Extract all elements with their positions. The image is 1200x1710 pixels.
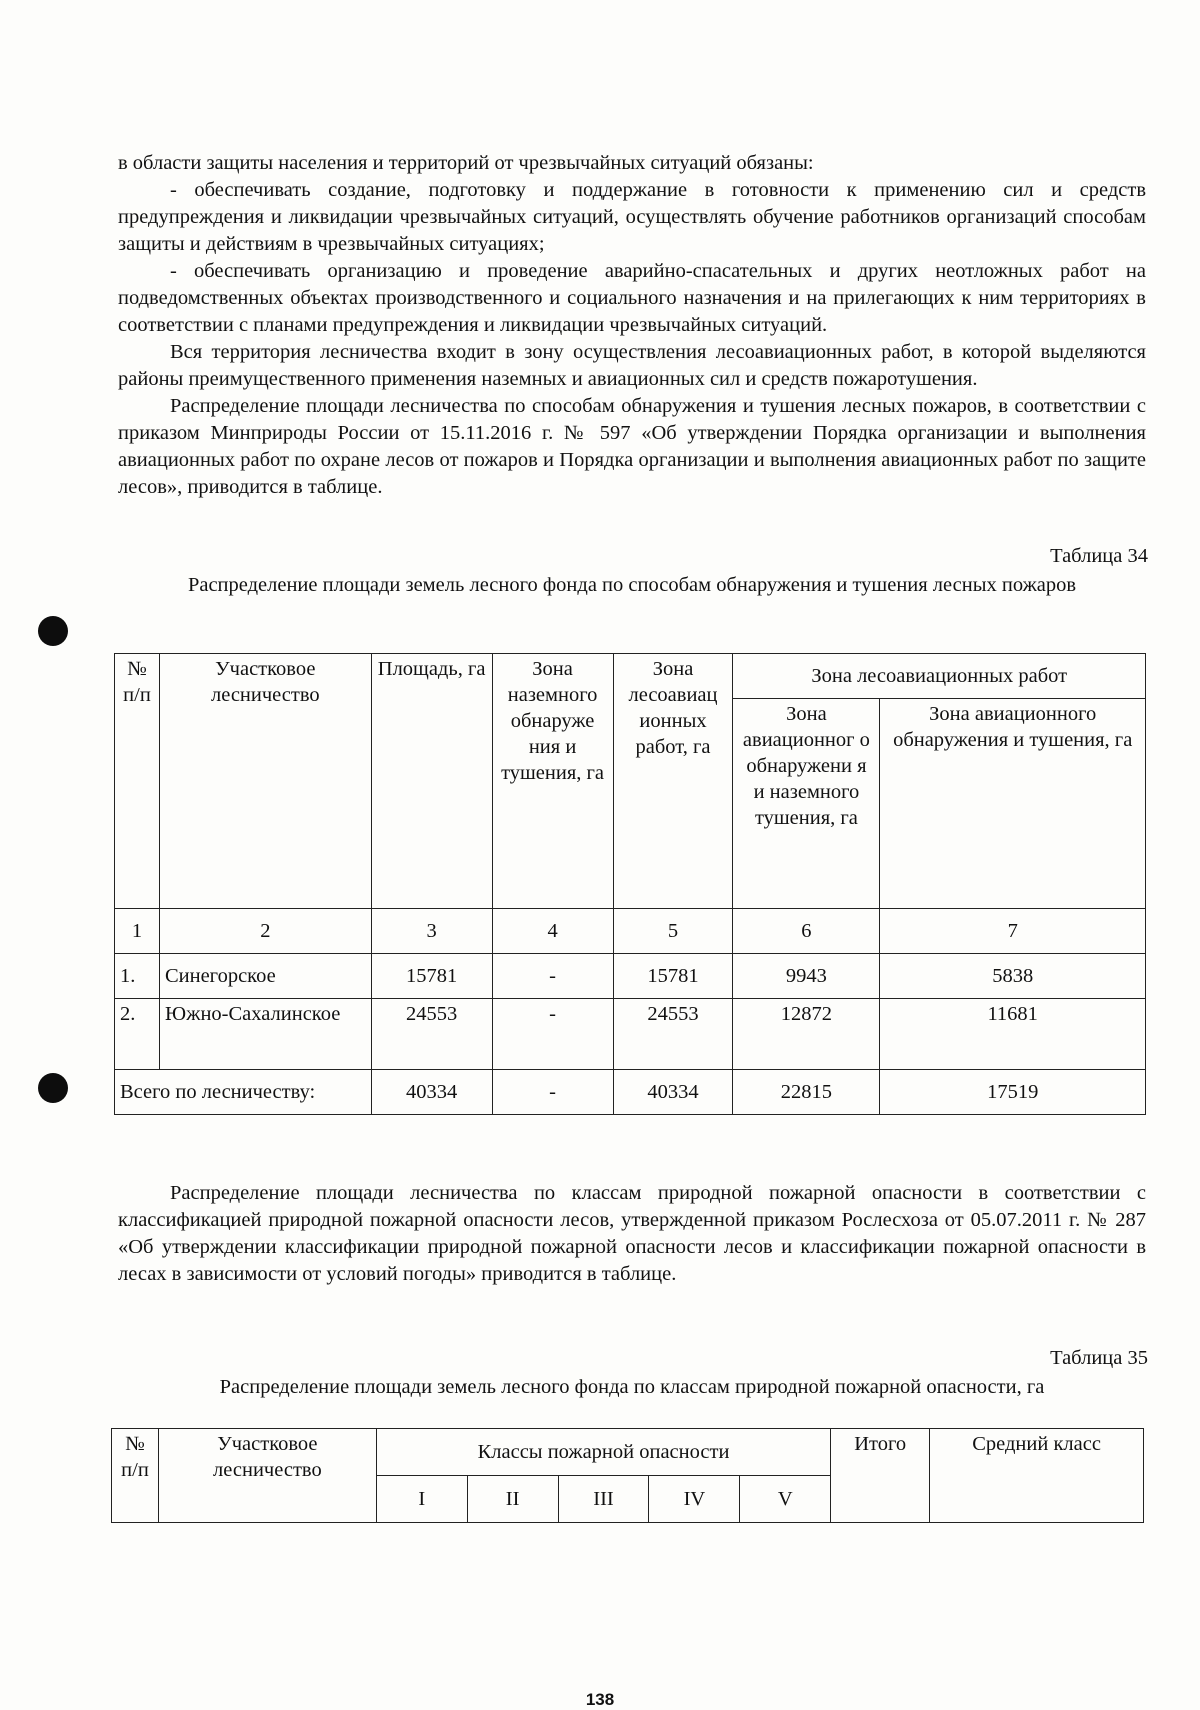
t34-header-avia-full: Зона авиационного обнаружения и тушения, га (880, 699, 1146, 909)
t35-header-num: № п/п (112, 1429, 159, 1523)
t34-row-area: 24553 (371, 999, 492, 1070)
t34-colnum: 3 (371, 909, 492, 954)
t34-header-avia-group: Зона лесоавиационных работ (733, 654, 1146, 699)
t34-header-avia-ground: Зона авиационног о обнаружени я и наземного тушения, га (733, 699, 880, 909)
table35-title: Распределение площади земель лесного фонда по классам природной пожарной опасности, га (219, 1376, 1045, 1398)
t34-total-avia-ground: 22815 (733, 1070, 880, 1115)
t35-class-header: V (740, 1476, 831, 1523)
t34-colnum: 6 (733, 909, 880, 954)
table-total-row (115, 1070, 1146, 1115)
t34-row-ground: - (492, 954, 613, 999)
table34 (114, 653, 1146, 1115)
page-number: 138 (585, 1690, 615, 1709)
t34-row-avia: 24553 (613, 999, 733, 1070)
t34-row-num: 2. (115, 999, 160, 1070)
t34-column-numbers (115, 909, 1146, 954)
t35-header-forestry: Участковое лесничество (158, 1429, 376, 1523)
t34-row-area: 15781 (371, 954, 492, 999)
t34-total-label: Всего по лесничеству: (115, 1070, 372, 1115)
t34-colnum: 5 (613, 909, 733, 954)
t34-row-name: Южно-Сахалинское (159, 999, 371, 1070)
t34-colnum: 2 (159, 909, 371, 954)
table35 (111, 1428, 1144, 1523)
t34-total-avia: 40334 (613, 1070, 733, 1115)
t34-total-ground: - (492, 1070, 613, 1115)
t34-header-avia-zone: Зона лесоавиац ионных работ, га (613, 654, 733, 909)
table-row (115, 999, 1146, 1070)
table34-label: Таблица 34 (1050, 545, 1148, 567)
punch-hole-bottom (38, 1073, 68, 1103)
t34-row-avia-full: 11681 (880, 999, 1146, 1070)
table-row (115, 954, 1146, 999)
t35-class-header: IV (649, 1476, 740, 1523)
t34-total-area: 40334 (371, 1070, 492, 1115)
punch-hole-top (38, 616, 68, 646)
t34-header-ground-zone: Зона наземного обнаруже ния и тушения, га (492, 654, 613, 909)
intro-text (118, 150, 1146, 501)
intro-item-1: - обеспечивать создание, подготовку и поддержание в готовности к применению сил и средств предупреждения и ликвидации чрезвычайных ситуаций, осуществлять обучение работников организаций способам защиты и действиям в чрезвычайных ситуациях; (118, 179, 1146, 255)
intro-zone-paragraph: Вся территория лесничества входит в зону осуществления лесоавиационных работ, в которой выделяются районы преимущественного применения наземных и авиационных сил и средств пожаротушения. (118, 341, 1146, 390)
t34-row-avia-ground: 9943 (733, 954, 880, 999)
t34-row-avia: 15781 (613, 954, 733, 999)
t35-header-avg: Средний класс (930, 1429, 1144, 1523)
intro-distribution-paragraph: Распределение площади лесничества по способам обнаружения и тушения лесных пожаров, в соответствии с приказом Минприроды России от 15.11.2016 г. № 597 «Об утверждении Порядка организации и выполнения авиационных работ по охране лесов от пожаров и Порядка организации и выполнения авиационных работ по защите лесов», приводится в таблице. (118, 395, 1146, 498)
t35-class-header: II (467, 1476, 558, 1523)
t34-row-name: Синегорское (159, 954, 371, 999)
t35-class-header: I (376, 1476, 467, 1523)
t34-colnum: 4 (492, 909, 613, 954)
t34-colnum: 7 (880, 909, 1146, 954)
middle-paragraph: Распределение площади лесничества по классам природной пожарной опасности в соответствии с классификацией природной пожарной опасности лесов, утвержденной приказом Рослесхоза от 05.07.2011 г. № 287 «Об утверждении классификации природной пожарной опасности лесов и классификации пожарной опасности в лесах в зависимости от условий погоды» приводится в таблице. (118, 1182, 1146, 1285)
t34-header-num: № п/п (115, 654, 160, 909)
middle-text (118, 1180, 1146, 1288)
table35-label: Таблица 35 (1050, 1347, 1148, 1369)
t34-header-area: Площадь, га (371, 654, 492, 909)
t34-row-ground: - (492, 999, 613, 1070)
t34-total-avia-full: 17519 (880, 1070, 1146, 1115)
t34-row-avia-ground: 12872 (733, 999, 880, 1070)
t34-row-avia-full: 5838 (880, 954, 1146, 999)
t35-class-header: III (558, 1476, 649, 1523)
t35-header-total: Итого (831, 1429, 930, 1523)
intro-item-2: - обеспечивать организацию и проведение аварийно-спасательных и других неотложных работ на подведомственных объектах производственного и социального назначения и на прилегающих к ним территориях в соответствии с планами предупреждения и ликвидации чрезвычайных ситуаций. (118, 260, 1146, 336)
t34-colnum: 1 (115, 909, 160, 954)
t35-header-classes: Классы пожарной опасности (376, 1429, 830, 1476)
table34-title: Распределение площади земель лесного фонда по способам обнаружения и тушения лесных пожаров (187, 574, 1077, 596)
t34-header-forestry: Участковое лесничество (159, 654, 371, 909)
intro-line: в области защиты населения и территорий от чрезвычайных ситуаций обязаны: (118, 152, 814, 174)
t34-row-num: 1. (115, 954, 160, 999)
